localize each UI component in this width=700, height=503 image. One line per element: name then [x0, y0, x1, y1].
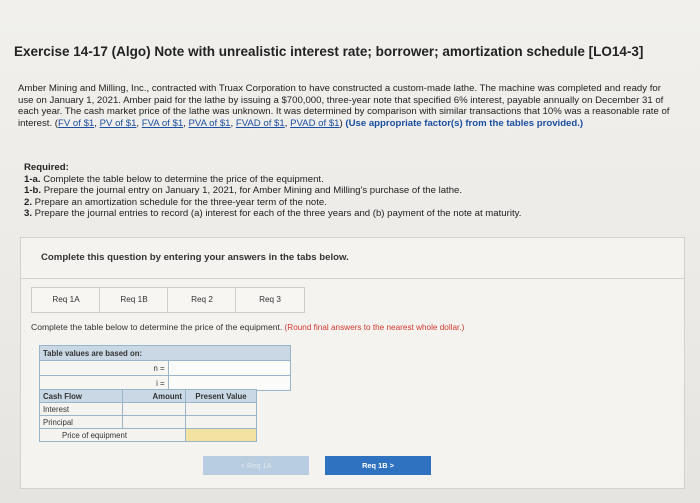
question-panel [20, 237, 685, 489]
header-cash-flow: Cash Flow [40, 390, 123, 403]
table-values-header: Table values are based on: [40, 346, 291, 361]
req-num: 1-b. [24, 185, 42, 197]
link-fv-of-1[interactable]: FV of $1 [58, 117, 95, 129]
required-section [24, 162, 674, 220]
row-label-interest: Interest [40, 403, 123, 416]
req-num: 2. [24, 196, 33, 208]
content-instruction [31, 322, 671, 332]
paren-close: ) [339, 117, 343, 129]
link-pva-of-1[interactable]: PVA of $1 [188, 117, 231, 129]
n-input[interactable] [168, 361, 290, 376]
table-row [40, 403, 257, 416]
interest-amount-input[interactable] [123, 403, 186, 416]
problem-text [18, 83, 678, 129]
link-fvad-of-1[interactable]: FVAD of $1 [235, 117, 285, 129]
panel-instruction: Complete this question by entering your answers in the tabs below. [41, 252, 349, 263]
header-present-value: Present Value [186, 390, 257, 403]
link-sep: , [183, 117, 189, 129]
round-note: (Round final answers to the nearest whole dollar.) [282, 323, 465, 332]
i-label: i = [40, 376, 169, 391]
tab-req-1a[interactable]: Req 1A [31, 287, 101, 313]
table-values [39, 345, 291, 391]
link-sep: , [284, 117, 291, 129]
link-fva-of-1[interactable]: FVA of $1 [141, 117, 184, 129]
content-instruction-text: Complete the table below to determine the price of the equipment. [31, 322, 283, 332]
link-sep: , [136, 117, 142, 129]
interest-pv-input[interactable] [186, 403, 257, 416]
principal-amount-input[interactable] [123, 416, 186, 429]
link-sep: , [94, 117, 100, 129]
table-row [40, 429, 257, 442]
required-heading: Required: [24, 162, 69, 173]
factor-note: (Use appropriate factor(s) from the tables provided.) [342, 117, 584, 129]
req-num: 1-a. [24, 173, 41, 185]
problem-body: Amber Mining and Milling, Inc., contracted with Truax Corporation to have constructed a custom-made lathe. The machine was completed and ready for use on January 1, 2021. Amber paid for the lathe by issuing a $700,000, three-year note that specified 6% interest, payable annually on December 31 of each year. The cash market price of the lathe was unknown. It was determined by comparison with similar transactions that 10% was a reasonable rate of interest. ( [18, 83, 670, 129]
price-of-equipment-input[interactable] [186, 429, 257, 442]
tab-req-3[interactable]: Req 3 [235, 287, 305, 313]
row-label-principal: Principal [40, 416, 123, 429]
required-item-2 [24, 197, 674, 209]
req-text: Prepare the journal entry on January 1, 2021, for Amber Mining and Milling's purchase of the lathe. [41, 185, 463, 197]
panel-header [21, 238, 684, 279]
link-sep: , [230, 117, 236, 129]
required-item-1a [24, 174, 674, 186]
tab-req-1b[interactable]: Req 1B [99, 287, 169, 313]
link-pvad-of-1[interactable]: PVAD of $1 [290, 117, 340, 129]
required-item-3 [24, 208, 674, 220]
header-amount: Amount [123, 390, 186, 403]
required-item-1b [24, 185, 674, 197]
req-text: Prepare an amortization schedule for the three-year term of the note. [32, 196, 327, 208]
next-req-button[interactable]: Req 1B > [325, 456, 431, 475]
table-row [40, 416, 257, 429]
req-text: Prepare the journal entries to record (a) interest for each of the three years and (b) payment of the note at maturity. [32, 208, 522, 220]
tab-req-2[interactable]: Req 2 [167, 287, 237, 313]
req-num: 3. [24, 208, 33, 220]
row-label-price: Price of equipment [40, 429, 186, 442]
cash-flow-table [39, 389, 257, 442]
n-label: n = [40, 361, 169, 376]
exercise-title: Exercise 14-17 (Algo) Note with unrealistic interest rate; borrower; amortization schedule [LO14-3] [14, 44, 644, 59]
link-pv-of-1[interactable]: PV of $1 [99, 117, 137, 129]
principal-pv-input[interactable] [186, 416, 257, 429]
req-text: Complete the table below to determine the price of the equipment. [40, 173, 324, 185]
prev-req-button[interactable]: < Req 1A [203, 456, 309, 475]
